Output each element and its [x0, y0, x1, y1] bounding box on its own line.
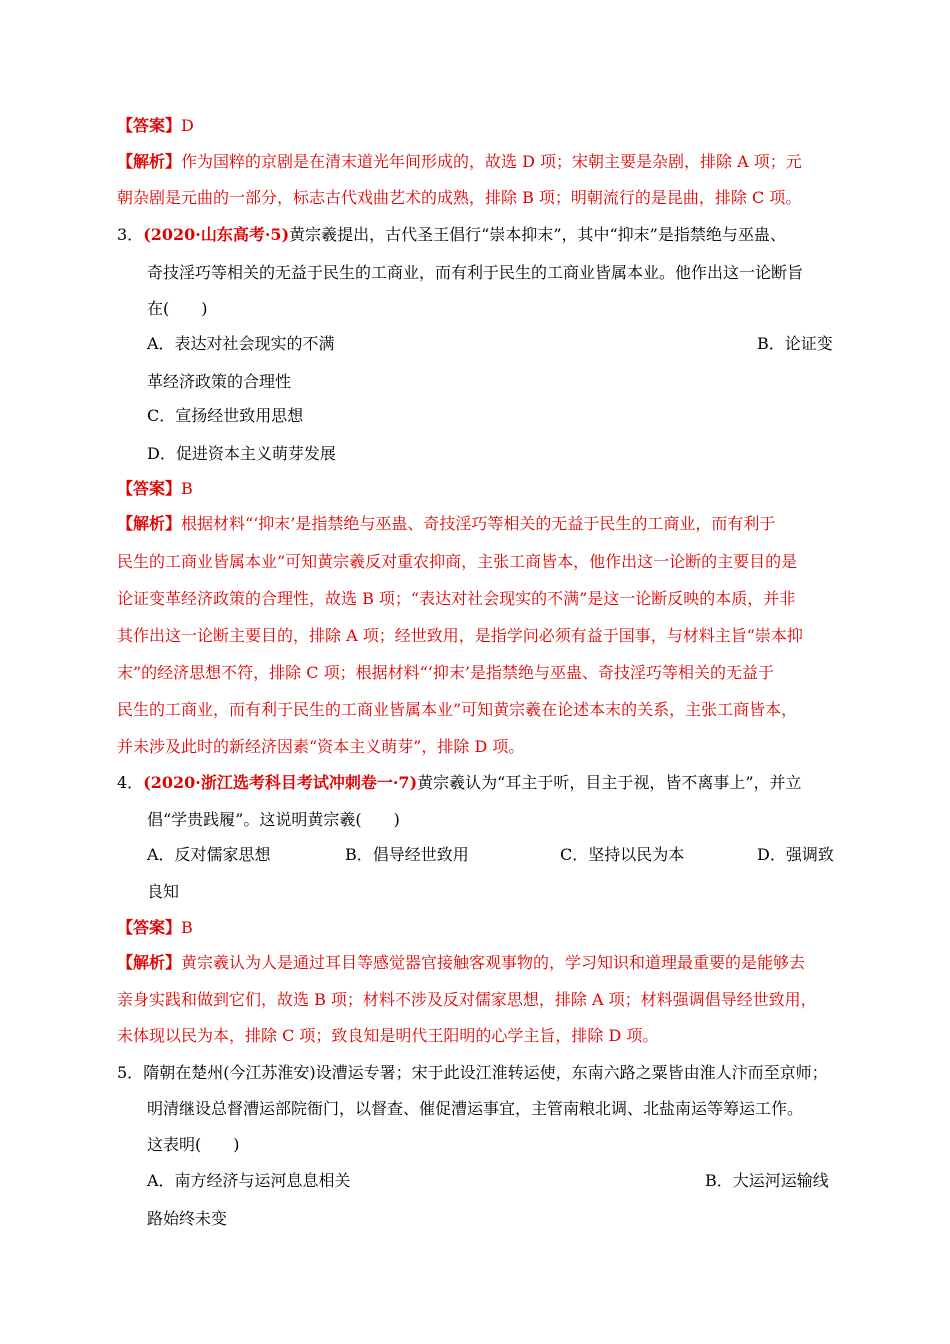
q3-analysis-line-7: 并未涉及此时的新经济因素“资本主义萌芽”，排除 D 项。	[117, 737, 525, 756]
q4-analysis-line-1: 【解析】黄宗羲认为人是通过耳目等感觉器官接触客观事物的，学习知识和道理最重要的是能够去	[117, 953, 806, 972]
q5-stem-line-1: 5．隋朝在楚州(今江苏淮安)设漕运专署；宋于此设江淮转运使，东南六路之粟皆由淮人汴而至京师；	[117, 1063, 828, 1082]
q2-analysis-line-1: 【解析】作为国粹的京剧是在清末道光年间形成的，故选 D 项；宋朝主要是杂剧，排除 A 项；元	[117, 152, 802, 171]
q4-analysis-line-3: 未体现以民为本，排除 C 项；致良知是明代王阳明的心学主旨，排除 D 项。	[117, 1026, 659, 1045]
answer-value: D	[181, 116, 194, 135]
q3-option-c: C．宣扬经世致用思想	[147, 406, 304, 425]
q4-stem-line-2: 倡“学贵践履”。这说明黄宗羲( )	[147, 810, 400, 829]
q3-option-b: B．论证变	[757, 334, 833, 353]
q3-option-d: D．促进资本主义萌芽发展	[147, 444, 336, 463]
q5-option-b-cont: 路始终未变	[147, 1209, 228, 1228]
q5-option-a: A．南方经济与运河息息相关	[147, 1171, 351, 1190]
q4-option-b: B．倡导经世致用	[345, 845, 469, 864]
answer-label: 【答案】	[117, 479, 182, 498]
q3-stem-line-1: 3．(2020·山东高考·5)黄宗羲提出，古代圣王倡行“崇本抑末”，其中“抑末”是指禁绝与巫蛊、	[117, 225, 786, 244]
q4-option-a: A．反对儒家思想	[147, 845, 271, 864]
q3-analysis-line-5: 末”的经济思想不符，排除 C 项；根据材料“‘抑末’是指禁绝与巫蛊、奇技淫巧等相关的无益于	[117, 663, 774, 682]
q3-analysis-line-2: 民生的工商业皆属本业”可知黄宗羲反对重农抑商，主张工商皆本，他作出这一论断的主要目的是	[117, 552, 798, 571]
q4-option-c: C．坚持以民为本	[560, 845, 685, 864]
analysis-label: 【解析】	[117, 514, 182, 533]
q4-option-d-cont: 良知	[147, 882, 180, 901]
analysis-label: 【解析】	[117, 953, 182, 972]
q3-analysis-line-6: 民生的工商业，而有利于民生的工商业皆属本业”可知黄宗羲在论述本末的关系，主张工商皆本，	[117, 700, 798, 719]
q3-stem-line-3: 在( )	[147, 299, 208, 318]
question-number: 4．	[117, 773, 144, 792]
q4-analysis-line-2: 亲身实践和做到它们，故选 B 项；材料不涉及反对儒家思想，排除 A 项；材料强调倡导经世致用，	[117, 990, 817, 1009]
answer-value: B	[181, 918, 193, 937]
question-number: 5．	[117, 1063, 144, 1082]
q5-stem-line-3: 这表明( )	[147, 1135, 240, 1154]
q3-analysis-line-1: 【解析】根据材料“‘抑末’是指禁绝与巫蛊、奇技淫巧等相关的无益于民生的工商业，而有利于	[117, 514, 776, 533]
q3-analysis-line-3: 论证变革经济政策的合理性，故选 B 项；“表达对社会现实的不满”是这一论断反映的本质，并非	[117, 589, 796, 608]
q5-option-b: B．大运河运输线	[705, 1171, 829, 1190]
q3-option-a: A．表达对社会现实的不满	[147, 334, 335, 353]
q3-option-b-cont: 革经济政策的合理性	[147, 372, 292, 391]
q4-stem-line-1: 4．(2020·浙江选考科目考试冲刺卷一·7)黄宗羲认为“耳主于听，目主于视，皆不离事上”，并立	[117, 773, 802, 792]
question-source: (2020·浙江选考科目考试冲刺卷一·7)	[143, 773, 418, 792]
answer-label: 【答案】	[117, 918, 182, 937]
question-number: 3．	[117, 225, 144, 244]
q4-answer	[117, 918, 193, 938]
question-source: (2020·山东高考·5)	[143, 225, 290, 244]
q3-answer	[117, 479, 193, 499]
q4-option-d: D．强调致	[757, 845, 834, 864]
q3-stem-line-2: 奇技淫巧等相关的无益于民生的工商业，而有利于民生的工商业皆属本业。他作出这一论断旨	[147, 263, 804, 282]
q3-analysis-line-4: 其作出这一论断主要目的，排除 A 项；经世致用，是指学问必须有益于国事，与材料主旨“崇本抑	[117, 626, 803, 645]
answer-value: B	[181, 479, 193, 498]
q5-stem-line-2: 明清继设总督漕运部院衙门，以督查、催促漕运事宜，主管南粮北调、北盐南运等筹运工作。	[147, 1099, 804, 1118]
q2-analysis-line-2: 朝杂剧是元曲的一部分，标志古代戏曲艺术的成熟，排除 B 项；明朝流行的是昆曲，排除 C 项。	[117, 188, 802, 207]
answer-label: 【答案】	[117, 116, 182, 135]
analysis-label: 【解析】	[117, 152, 182, 171]
q2-answer	[117, 116, 194, 136]
